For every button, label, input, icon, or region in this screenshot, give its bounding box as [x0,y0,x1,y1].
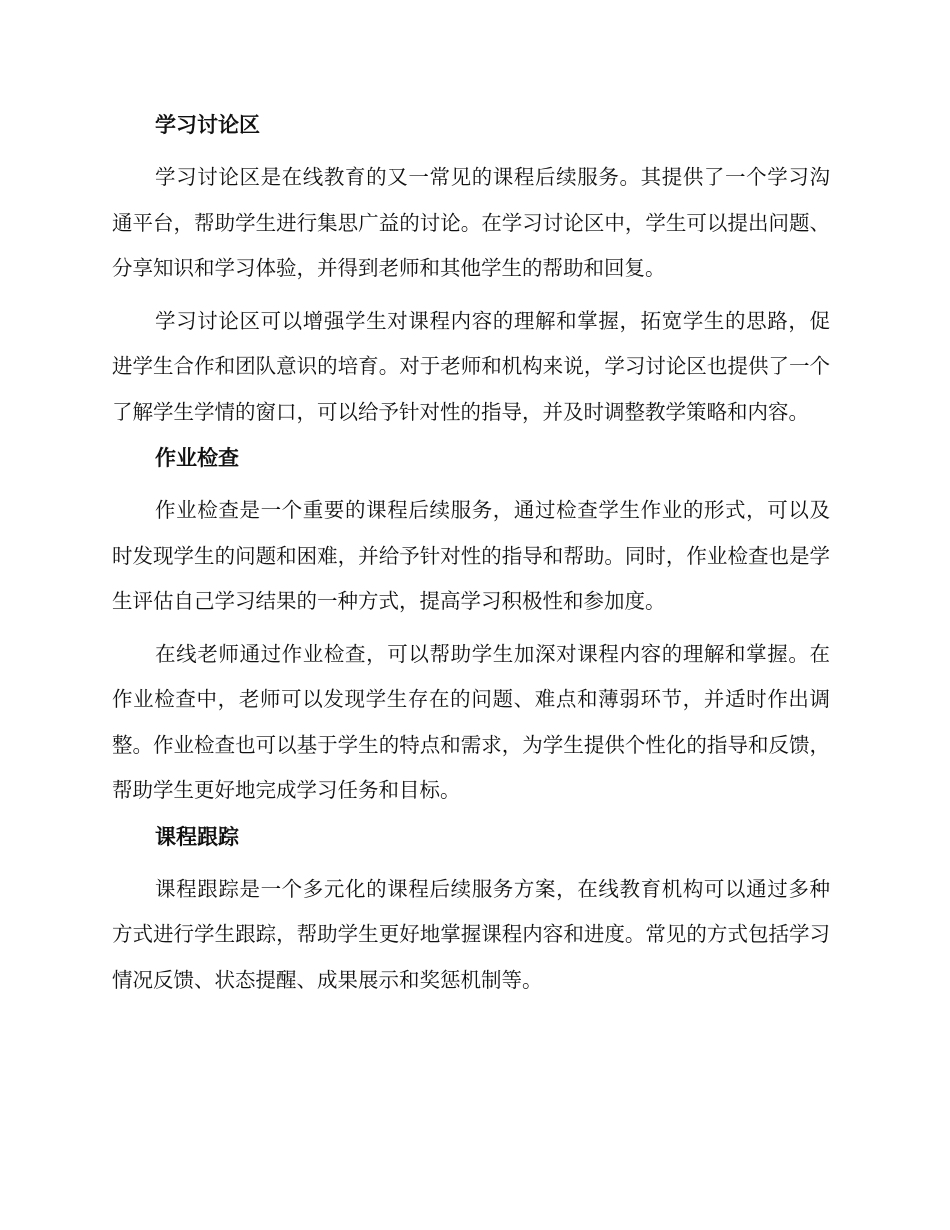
section-homework-check [112,443,830,814]
section-discussion [112,110,830,435]
section-heading: 作业检查 [155,446,239,470]
document-page [112,110,830,1010]
section-course-tracking [112,822,830,1004]
paragraph: 学习讨论区可以增强学生对课程内容的理解和掌握，拓宽学生的思路，促进学生合作和团队意识的培育。对于老师和机构来说，学习讨论区也提供了一个了解学生学情的窗口，可以给予针对性的指导，并及时调整教学策略和内容。 [112,308,830,424]
section-heading: 课程跟踪 [155,824,239,849]
paragraph: 课程跟踪是一个多元化的课程后续服务方案，在线教育机构可以通过多种方式进行学生跟踪，帮助学生更好地掌握课程内容和进度。常见的方式包括学习情况反馈、状态提醒、成果展示和奖惩机制等。 [112,876,830,992]
section-heading: 学习讨论区 [155,113,260,137]
paragraph: 学习讨论区是在线教育的又一常见的课程后续服务。其提供了一个学习沟通平台，帮助学生进行集思广益的讨论。在学习讨论区中，学生可以提出问题、分享知识和学习体验，并得到老师和其他学生的帮助和回复。 [112,165,830,280]
paragraph: 作业检查是一个重要的课程后续服务，通过检查学生作业的形式，可以及时发现学生的问题和困难，并给予针对性的指导和帮助。同时，作业检查也是学生评估自己学习结果的一种方式，提高学习积极性和参加度。 [112,498,830,613]
paragraph: 在线老师通过作业检查，可以帮助学生加深对课程内容的理解和掌握。在作业检查中，老师可以发现学生存在的问题、难点和薄弱环节，并适时作出调整。作业检查也可以基于学生的特点和需求，为学生提供个性化的指导和反馈，帮助学生更好地完成学习任务和目标。 [112,641,830,802]
